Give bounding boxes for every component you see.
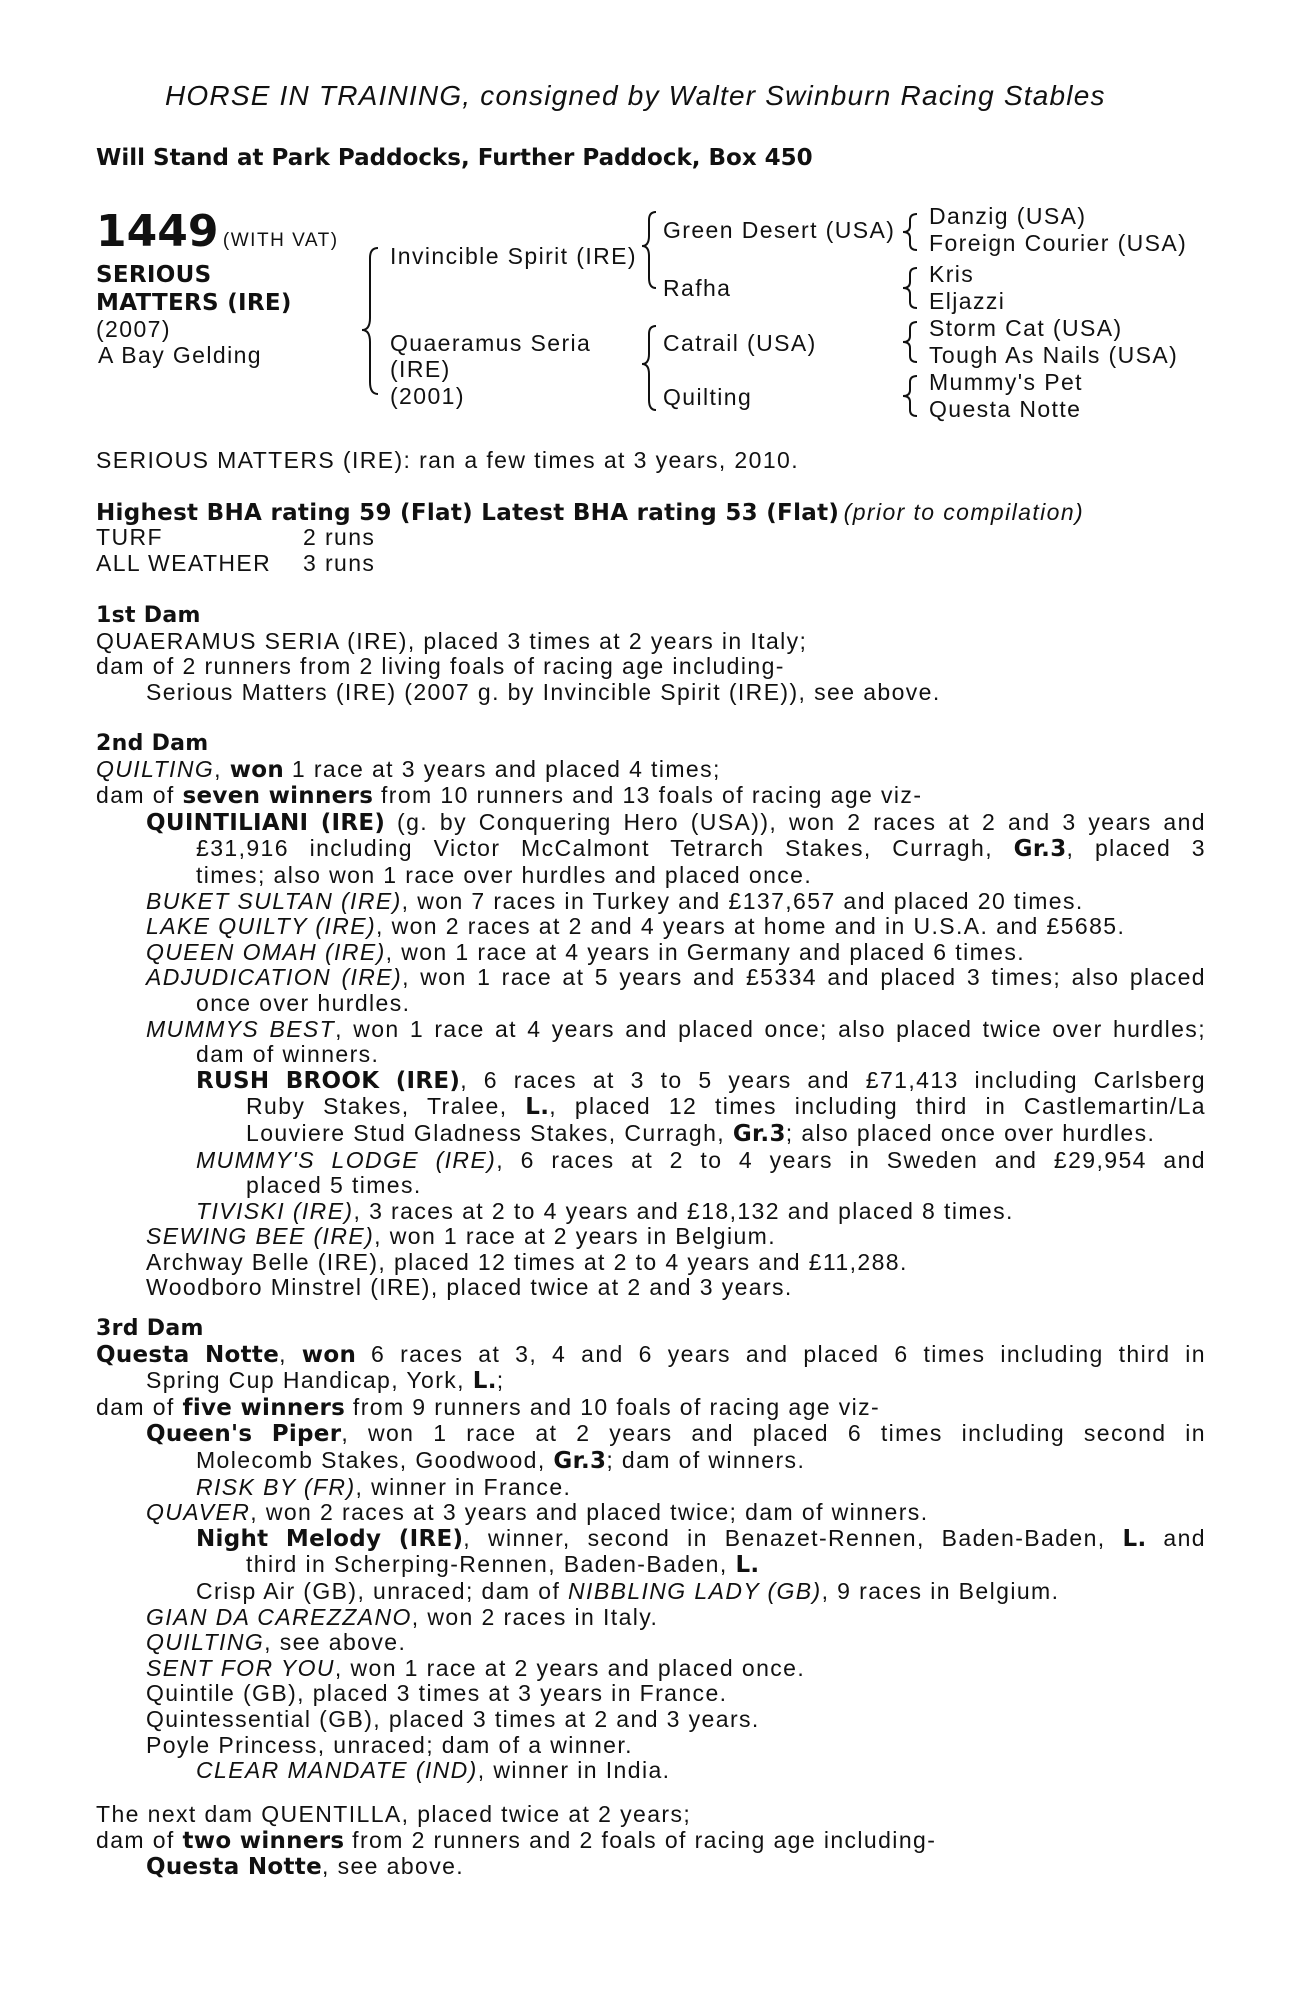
horse-name: MUMMY'S LODGE (IRE) [196,1146,497,1173]
text: , won 1 race at 2 years and placed once. [334,1654,806,1681]
third-dam-line3 [96,1395,1206,1422]
turf-value: 2 runs [303,524,376,550]
text: , won 2 races in Italy. [411,1603,659,1630]
gian-da-carezzano [96,1605,1206,1631]
text: £31,916 including Victor McCalmont Tetrarch Stakes, Curragh, [196,835,1014,862]
horse-name: RUSH BROOK (IRE) [196,1067,461,1094]
pedigree-ddd: Questa Notte [929,396,1082,422]
pedigree-dss: Storm Cat (USA) [929,315,1123,341]
night-melody-line1 [96,1526,1206,1553]
text: , won 1 race at 4 years in Germany and placed 6 times. [385,938,1026,965]
ratings-line [96,500,1084,526]
text: ; [496,1367,505,1394]
pedigree-dds: Mummy's Pet [929,369,1083,395]
crisp-air [96,1579,1206,1605]
pedigree-ssd: Foreign Courier (USA) [929,230,1188,256]
brace-gs4 [903,376,917,416]
won-label: won [229,756,285,783]
archway-belle: Archway Belle (IRE), placed 12 times at 2 to 4 years and £11,288. [146,1248,908,1275]
horse-name: Questa Notte [96,1341,280,1368]
brace-gs2 [903,268,917,308]
text: , winner in France. [355,1473,572,1500]
third-dam-heading: 3rd Dam [96,1316,204,1341]
sewing-bee [96,1224,1206,1250]
brace-dam [642,326,656,410]
poyle-princess: Poyle Princess, unraced; dam of a winner. [146,1731,633,1758]
text: , won 2 races at 2 and 4 years at home and in U.S.A. and £5685. [376,913,1126,940]
quilting-name: QUILTING [96,755,215,782]
text: , 3 races at 2 to 4 years and £18,132 and placed 8 times. [353,1197,1014,1224]
risk-by [96,1475,1206,1501]
quintiliani-name: QUINTILIANI (IRE) [146,809,386,836]
woodboro-minstrel: Woodboro Minstrel (IRE), placed twice at 2 and 3 years. [146,1274,793,1301]
winners-count: seven winners [182,783,374,810]
stand-location: Will Stand at Park Paddocks, Further Paddock, Box 450 [96,145,813,171]
sep: , [214,755,230,782]
winners-count: two winners [182,1827,345,1854]
horse-name: NIBBLING LADY (GB) [568,1577,822,1604]
text: , 6 races at 3 to 5 years and £71,413 including Carlsberg [460,1066,1206,1093]
text: dam of [96,1393,183,1420]
quintessential: Quintessential (GB), placed 3 times at 2 and 3 years. [146,1705,760,1732]
third-dam-line1 [96,1342,1206,1369]
pedigree-sire-dam: Rafha [663,275,732,301]
quintiliani-line1 [96,810,1206,837]
brace-sire [642,212,656,288]
horse-name: Night Melody (IRE) [196,1525,464,1552]
horse-description: A Bay Gelding [98,342,262,368]
pedigree-dsd: Tough As Nails (USA) [929,342,1179,368]
text: , won 1 race at 5 years and £5334 and placed 3 times; also placed [402,964,1206,991]
quintiliani-line3: times; also won 1 race over hurdles and placed once. [196,861,813,888]
next-dam-section [96,1802,1206,1881]
listed: L. [1122,1525,1147,1552]
text: , placed 3 [1066,835,1206,862]
horse-name: CLEAR MANDATE (IND) [196,1757,478,1784]
quaver [96,1500,1206,1526]
buket-sultan [96,889,1206,915]
mummys-lodge-line1 [96,1148,1206,1174]
second-dam-line2 [96,783,1206,810]
text: (g. by Conquering Hero (USA)), won 2 races at 2 and 3 years and [385,808,1207,835]
text: dam of [96,782,183,809]
third-dam-section [96,1316,1206,1784]
horse-name: Queen's Piper [146,1421,342,1448]
pedigree-sire: Invincible Spirit (IRE) [390,243,637,269]
queens-piper-line1 [96,1421,1206,1448]
text: from 9 runners and 10 foals of racing age viz- [345,1393,881,1420]
text: , see above. [264,1629,407,1656]
rush-brook-line1 [96,1068,1206,1095]
horse-year: (2007) [96,316,171,342]
second-dam-heading: 2nd Dam [96,731,209,756]
pedigree-sss: Danzig (USA) [929,203,1087,229]
rush-brook-line3 [96,1121,1206,1148]
rush-brook-line2 [96,1094,1206,1121]
text: from 2 runners and 2 foals of racing age including- [344,1826,937,1853]
text: , won 1 race at 4 years and placed once; also placed twice over hurdles; [335,1015,1206,1042]
pedigree-dam-dam: Quilting [663,384,753,410]
pedigree-sire-sire: Green Desert (USA) [663,217,896,243]
first-dam-line3: Serious Matters (IRE) (2007 g. by Invincible Spirit (IRE)), see above. [146,678,941,705]
text: , 9 races in Belgium. [821,1577,1060,1604]
horse-name: ADJUDICATION (IRE) [146,964,403,991]
aw-label: ALL WEATHER [96,550,272,576]
text: 6 races at 3, 4 and 6 years and placed 6 times including third in [356,1340,1206,1367]
lake-quilty [96,914,1206,940]
horse-name: TIVISKI (IRE) [196,1197,354,1224]
text: dam of [96,1826,183,1853]
horse-name-line2: MATTERS (IRE) [96,290,292,316]
horse-name: SENT FOR YOU [146,1654,335,1681]
text: , won 1 race at 2 years and placed 6 times including second in [341,1420,1206,1447]
listed: L. [472,1368,497,1395]
text: , won 7 races in Turkey and £137,657 and placed 20 times. [401,887,1084,914]
pedigree-sdd: Eljazzi [929,288,1006,314]
text: and [1146,1524,1206,1551]
horse-name: BUKET SULTAN (IRE) [146,887,402,914]
night-melody-line2 [96,1552,1206,1579]
horse-name-line1: SERIOUS [96,262,212,288]
next-dam-line2 [96,1828,1206,1855]
text: 1 race at 3 years and placed 4 times; [284,755,721,782]
vat-label: (WITH VAT) [222,230,339,251]
first-dam-line2: dam of 2 runners from 2 living foals of racing age including- [96,653,785,680]
won-label: won [301,1341,357,1368]
horse-name: SEWING BEE (IRE) [146,1223,375,1250]
text: , see above. [321,1853,465,1880]
first-dam-line1: QUAERAMUS SERIA (IRE), placed 3 times at 2 years in Italy; [96,627,808,654]
text: , 6 races at 2 to 4 years in Sweden and £29,954 and [496,1146,1206,1173]
second-dam-line1 [96,757,1206,784]
text: from 10 runners and 13 foals of racing age viz- [373,782,923,809]
horse-name: QUILTING [146,1629,265,1656]
text: third in Scherping-Rennen, Baden-Baden, [246,1551,736,1578]
grade: Gr.3 [732,1120,786,1147]
grade: Gr.3 [553,1447,607,1474]
mummys-best-line1 [96,1017,1206,1043]
pedigree-dam-sire: Catrail (USA) [663,330,817,356]
race-summary: SERIOUS MATTERS (IRE): ran a few times at 3 years, 2010. [96,447,799,473]
page-title: HORSE IN TRAINING, consigned by Walter Swinburn Racing Stables [165,80,1106,111]
first-dam-section [96,603,1206,705]
mummys-best-line2: dam of winners. [196,1041,380,1068]
next-dam-line1: The next dam QUENTILLA, placed twice at 2 years; [96,1801,692,1827]
horse-name: Questa Notte [146,1854,322,1881]
clear-mandate [96,1758,1206,1784]
horse-name: GIAN DA CAREZZANO [146,1603,412,1630]
ratings-note: (prior to compilation) [843,499,1085,525]
horse-name: RISK BY (FR) [196,1473,356,1500]
aw-value: 3 runs [303,550,376,576]
mummys-lodge-line2: placed 5 times. [246,1172,422,1199]
listed: L. [525,1094,550,1121]
horse-name: MUMMYS BEST [146,1015,336,1042]
third-dam-line2 [96,1368,1206,1395]
text: , won 2 races at 3 years and placed twice; dam of winners. [250,1499,929,1526]
listed: L. [735,1552,760,1579]
quilting-ref [96,1630,1206,1656]
pedigree-dam-line1: Quaeramus Seria [390,330,592,356]
text: ; dam of winners. [606,1446,806,1473]
queens-piper-line2 [96,1448,1206,1475]
second-dam-section [96,731,1206,1301]
pedigree-dam-line3: (2001) [390,383,465,409]
text: , placed 12 times including third in Castlemartin/La [549,1093,1206,1120]
winners-count: five winners [182,1394,346,1421]
horse-name: LAKE QUILTY (IRE) [146,913,377,940]
next-dam-line3 [96,1854,1206,1881]
brace-gs3 [903,322,917,362]
lot-number: 1449 [96,206,219,257]
text: Crisp Air (GB), unraced; dam of [196,1577,569,1604]
text: Ruby Stakes, Tralee, [246,1093,526,1120]
horse-name: QUAVER [146,1499,251,1526]
sent-for-you [96,1656,1206,1682]
tiviski [96,1199,1206,1225]
text: Louviere Stud Gladness Stakes, Curragh, [246,1119,733,1146]
grade: Gr.3 [1013,836,1067,863]
brace-main [362,248,378,394]
text: Spring Cup Handicap, York, [146,1367,473,1394]
quintiliani-line2 [96,836,1206,863]
pedigree-dam-line2: (IRE) [390,356,451,382]
quintile: Quintile (GB), placed 3 times at 3 years in France. [146,1680,728,1707]
text: , winner, second in Benazet-Rennen, Baden-Baden, [463,1524,1123,1551]
text: Molecomb Stakes, Goodwood, [196,1446,554,1473]
brace-gs1 [903,214,917,250]
first-dam-heading: 1st Dam [96,603,201,628]
adjudication-line2: once over hurdles. [196,989,411,1016]
adjudication-line1 [96,965,1206,991]
text: ; also placed once over hurdles. [785,1119,1156,1146]
pedigree-sds: Kris [929,261,975,287]
text: , won 1 race at 2 years in Belgium. [374,1223,776,1250]
text: , winner in India. [477,1757,671,1784]
sep: , [279,1340,302,1367]
queen-omah [96,940,1206,966]
horse-name: QUEEN OMAH (IRE) [146,938,386,965]
turf-label: TURF [96,524,163,550]
ratings-main: Highest BHA rating 59 (Flat) Latest BHA rating 53 (Flat) [96,500,840,526]
